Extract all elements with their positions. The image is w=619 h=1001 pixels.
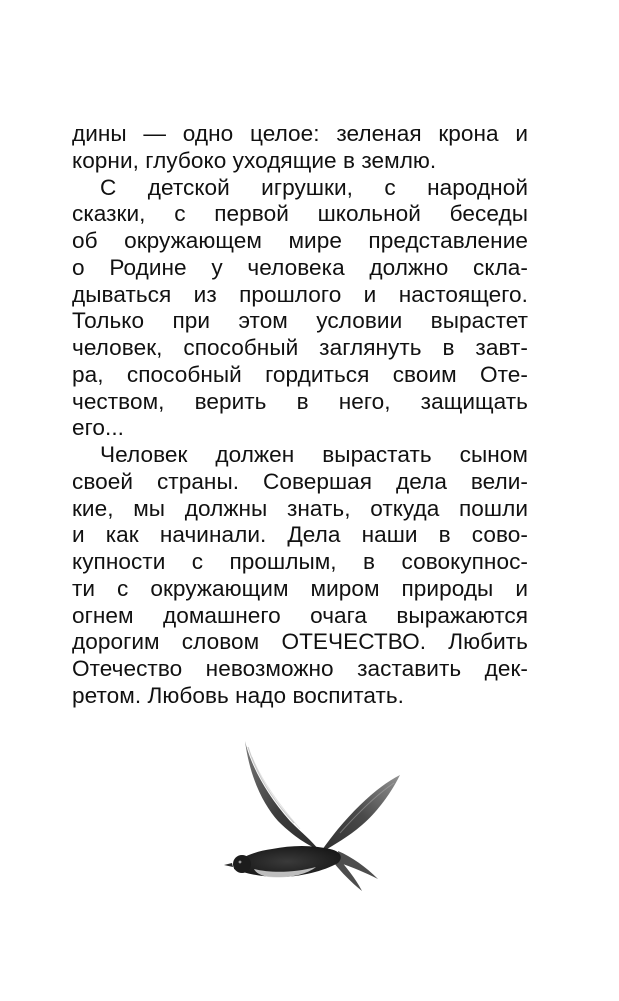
text-line: кие, мы должны знать, откуда пошли bbox=[72, 495, 528, 521]
text-line: его... bbox=[72, 415, 125, 441]
text-line: ретом. Любовь надо воспитать. bbox=[72, 682, 405, 708]
text-line: Отечество невозможно заставить дек- bbox=[72, 656, 528, 681]
text-line: человек, способный заглянуть в завт- bbox=[72, 335, 528, 360]
text-line: дываться из прошлого и настоящего. bbox=[72, 281, 528, 307]
swallow-head bbox=[233, 855, 251, 873]
paragraph-2 bbox=[72, 175, 528, 443]
text-line: ти с окружающим миром природы и bbox=[72, 575, 528, 601]
text-line: корни, глубоко уходящие в землю. bbox=[72, 147, 437, 173]
text-line: С детской игрушки, с народной bbox=[100, 174, 528, 200]
swallow-eye bbox=[239, 861, 242, 864]
text-line: о Родине у человека должно скла- bbox=[72, 254, 528, 280]
swallow-left-wing bbox=[245, 741, 318, 849]
text-line: Только при этом условии вырастет bbox=[72, 308, 528, 334]
text-line: дорогим словом ОТЕЧЕСТВО. Любить bbox=[72, 629, 528, 655]
text-line: огнем домашнего очага выражаются bbox=[72, 602, 528, 628]
text-line: и как начинали. Дела наши в сово- bbox=[72, 522, 528, 548]
paragraph-3 bbox=[72, 442, 528, 710]
text-line: об окружающем мире представление bbox=[72, 228, 528, 253]
body-text bbox=[72, 121, 528, 710]
paragraph-1 bbox=[72, 121, 528, 175]
text-line: сказки, с первой школьной беседы bbox=[72, 201, 528, 227]
swallow-illustration bbox=[220, 733, 410, 893]
text-line: Человек должен вырастать сыном bbox=[100, 442, 528, 467]
text-line: своей страны. Совершая дела вели- bbox=[72, 468, 528, 494]
text-line: дины — одно целое: зеленая крона и bbox=[72, 121, 528, 146]
text-line: купности с прошлым, в совокупнос- bbox=[72, 549, 528, 574]
swallow-beak bbox=[224, 863, 233, 867]
text-line: ра, способный гордиться своим Оте- bbox=[72, 361, 528, 387]
text-line: чеством, верить в него, защищать bbox=[72, 388, 528, 414]
